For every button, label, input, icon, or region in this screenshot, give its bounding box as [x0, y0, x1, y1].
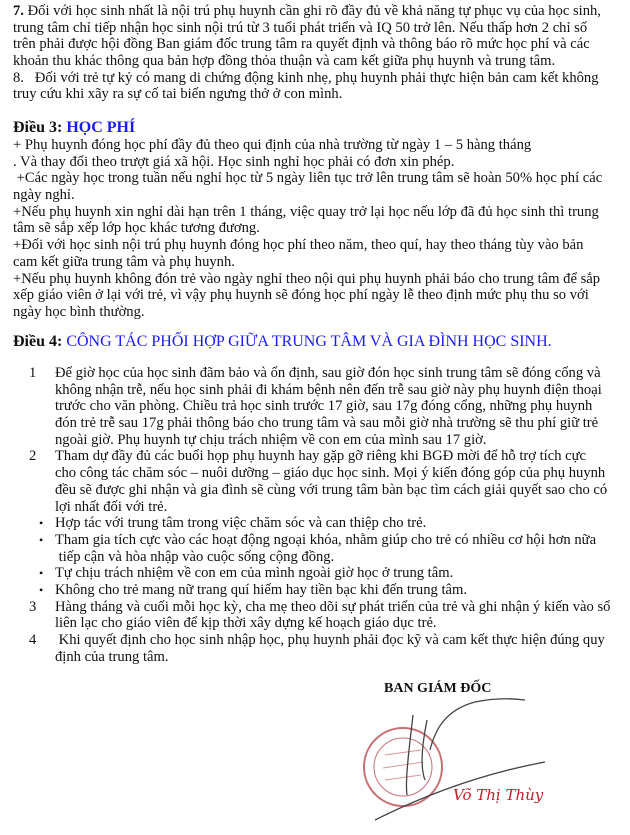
article-4-heading: Điều 4: CÔNG TÁC PHỐI HỢP GIỮA TRUNG TÂM VÀ GIA ĐÌNH HỌC SINH.: [13, 333, 552, 350]
text-line: trước cho văn phòng. Chiều trả học sinh trước 17 giờ, sau 17g đóng cổng, những phụ huynh: [55, 398, 593, 415]
text-line: Tham gia tích cực vào các hoạt động ngoại khóa, nhằm giúp cho trẻ có nhiều cơ hội hơn nữa: [55, 531, 597, 548]
text-line: Tự chịu trách nhiệm về con em của mình ngoài giờ học ở trung tâm.: [55, 565, 454, 582]
text-line: +Nếu phụ huynh không đón trẻ vào ngày nghỉ theo nội qui phụ huynh phải báo cho trung tâm để sắp: [13, 270, 601, 287]
list-number: 2: [29, 448, 37, 465]
text-line: tâm sẽ sắp xếp lớp học khác tương đương.: [13, 220, 260, 237]
list-item: [13, 565, 623, 582]
signer-name: Võ Thị Thùy: [453, 786, 544, 804]
text-line: cho công tác chăm sóc – nuôi dưỡng – giáo dục học sinh. Mọi ý kiến đóng góp của phụ huynh: [55, 465, 606, 482]
text-line: liên lạc cho giáo viên để kịp thời xây dựng kế hoạch giáo dục trẻ.: [55, 615, 437, 632]
text-line: ngày nghỉ.: [13, 187, 75, 204]
list-number: 1: [29, 365, 37, 381]
text-line: ngoài giờ. Phụ huynh tự chịu trách nhiệm về con em của mình sau 17 giờ.: [55, 431, 487, 448]
stamp-and-signature-image: [355, 690, 555, 830]
list-item: [13, 632, 623, 665]
list-number: 4: [29, 632, 37, 648]
text-line: +Đối với học sinh nội trú phụ huynh đóng học phí theo năm, theo quí, hay theo tháng tùy vào bản: [13, 237, 584, 254]
text-line: Hàng tháng và cuối mỗi học kỳ, cha mẹ theo dõi sự phát triển của trẻ và ghi nhận ý kiến vào sổ: [55, 598, 611, 615]
text-line: Khi quyết định cho học sinh nhập học, phụ huynh phải đọc kỹ và cam kết thực hiện đúng quy: [55, 632, 605, 648]
article-3-body: [13, 137, 623, 321]
text-line: khoản thu khác thông qua bản hợp đồng thỏa thuận và cam kết giữa phụ huynh và trung tâm.: [13, 53, 556, 70]
text-line: không nhận trễ, nếu học sinh phải đi khám bệnh nên đến trễ sau giờ này phụ huynh điện thoại: [55, 381, 602, 398]
bullet-marker: •: [39, 532, 44, 547]
article-3-heading: Điều 3: HỌC PHÍ: [13, 119, 136, 136]
list-item: [13, 532, 623, 565]
text-line: ngày học bình thường.: [13, 303, 145, 320]
text-line: +Nếu phụ huynh xin nghỉ dài hạn trên 1 tháng, việc quay trở lại học nếu lớp đã đủ học sinh thì trung: [13, 203, 599, 220]
list-item: [13, 448, 623, 515]
text-line: +Các ngày học trong tuần nếu nghỉ học từ 5 ngày liên tục trở lên trung tâm sẽ hoàn 50% học phí các: [13, 170, 603, 187]
bullet-marker: •: [39, 566, 44, 581]
list-item: [13, 582, 623, 599]
text-line: đón trẻ trễ sau 17g phải thông báo cho trung tâm và sau mỗi giờ nhà trường sẽ thu phí giữ trẻ: [55, 415, 599, 432]
article-4: [13, 333, 623, 665]
article-4-list: [13, 365, 623, 665]
text-line: Để giờ học của học sinh đãm bảo và ổn định, sau giờ đón học sinh trung tâm sẽ đóng cổng và: [55, 365, 601, 381]
text-line: Tham dự đầy đủ các buổi họp phụ huynh hay gặp gỡ riêng khi BGĐ mời để hỗ trợ tích cực: [55, 448, 586, 465]
text-line: Không cho trẻ mang nữ trang quí hiếm hay tiền bạc khi đến trung tâm.: [55, 581, 467, 598]
text-line: Hợp tác với trung tâm trong việc chăm sóc và can thiệp cho trẻ.: [55, 515, 427, 532]
text-line: đều sẽ được ghi nhận và gia đình sẽ cùng với trung tâm bàn bạc tìm cách giải quyết sao cho có: [55, 481, 608, 498]
text-line: . Và thay đổi theo trượt giá xã hội. Học sinh nghỉ học phải có đơn xin phép.: [13, 153, 455, 170]
text-line: 7. Đối với học sinh nhất là nội trú phụ huynh cần ghi rõ đầy đủ về khả năng tự phục vụ của học sinh,: [13, 3, 601, 19]
bullet-marker: •: [39, 582, 44, 597]
text-line: 8. Đối với trẻ tự kỷ có mang di chứng động kinh nhẹ, phụ huynh phải thực hiện bản cam kết không: [13, 69, 599, 86]
text-line: tiếp cận và hòa nhập vào cuộc sống cộng đồng.: [55, 548, 335, 565]
text-line: + Phụ huynh đóng học phí đầy đủ theo qui định của nhà trường từ ngày 1 – 5 hàng tháng: [13, 137, 532, 153]
list-number: 3: [29, 598, 37, 615]
bullet-marker: •: [39, 516, 44, 531]
text-line: truy cứu khi xãy ra sự cố tai biến ngưng thở ở con mình.: [13, 86, 343, 103]
text-line: cam kết giữa trung tâm và phụ huynh.: [13, 253, 235, 270]
text-line: định của trung tâm.: [55, 648, 169, 665]
text-line: xếp giáo viên ở lại với trẻ, vì vậy phụ huynh sẽ đóng học phí ngày lễ theo định mức phụ thu so với: [13, 287, 589, 304]
signature-title: BAN GIÁM ĐỐC: [384, 681, 492, 696]
text-line: lợi nhất đối với trẻ.: [55, 498, 168, 515]
text-line: trung tâm chỉ tiếp nhận học sinh nội trú từ 3 tuổi phát triển và IQ 50 trở lên. Nếu thấp hơn 2 chỉ số: [13, 19, 588, 36]
list-item: [13, 515, 623, 532]
text-line: trên phải được hội đồng Ban giám đốc trung tâm ra quyết định và thông báo rõ mức học phí và các: [13, 36, 590, 53]
section-7: [13, 3, 623, 103]
list-item: [13, 599, 623, 632]
stamp-icon: [364, 728, 442, 806]
article-3: [13, 119, 623, 321]
list-item: [13, 365, 623, 448]
